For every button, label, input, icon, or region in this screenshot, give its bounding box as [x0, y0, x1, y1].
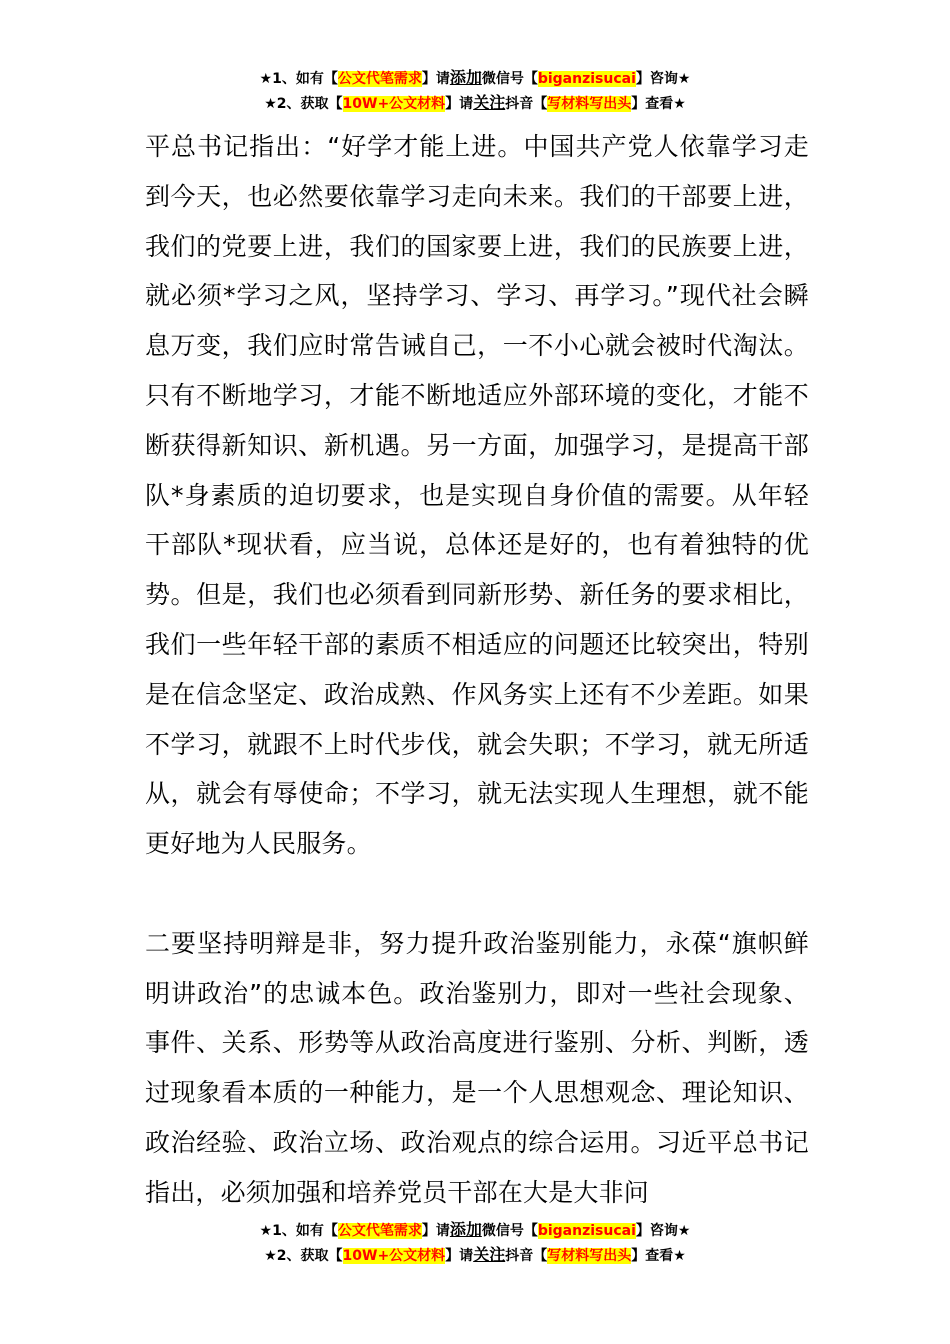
document-body	[145, 122, 809, 1218]
banner-text: 】请	[421, 1223, 450, 1239]
underlined-text: 关注	[473, 93, 506, 112]
highlight-douyin-id: 写材料写出头	[547, 1248, 632, 1264]
banner-text: 】咨询★	[635, 71, 691, 87]
banner-line-2	[0, 1243, 950, 1268]
banner-text: ★2、获取【	[264, 1248, 343, 1264]
highlight-service: 公文代笔需求	[337, 1223, 422, 1239]
paragraph-spacer	[145, 869, 809, 919]
underlined-text: 添加	[449, 68, 482, 87]
paragraph-1: 平总书记指出：“好学才能上进。中国共产党人依靠学习走到今天，也必然要依靠学习走向未来。我们的干部要上进，我们的党要上进，我们的国家要上进，我们的民族要上进，就必须*学习之风，坚持学习、学习、再学习。”现代社会瞬息万变，我们应时常告诫自己，一不小心就会被时代淘汰。只有不断地学习，才能不断地适应外部环境的变化，才能不断获得新知识、新机遇。另一方面，加强学习，是提高干部队*身素质的迫切要求，也是实现自身价值的需要。从年轻干部队*现状看，应当说，总体还是好的，也有着独特的优势。但是，我们也必须看到同新形势、新任务的要求相比，我们一些年轻干部的素质不相适应的问题还比较突出，特别是在信念坚定、政治成熟、作风务实上还有不少差距。如果不学习，就跟不上时代步伐，就会失职；不学习，就无所适从，就会有辱使命；不学习，就无法实现人生理想，就不能更好地为人民服务。	[145, 132, 809, 859]
underlined-text: 关注	[473, 1245, 506, 1264]
footer-banner	[0, 1218, 950, 1268]
header-banner	[0, 66, 950, 116]
banner-text: 抖音【	[505, 1248, 548, 1264]
highlight-materials: 10W+公文材料	[342, 1248, 446, 1264]
banner-text: ★2、获取【	[264, 96, 343, 112]
banner-text: 】请	[445, 96, 474, 112]
banner-text: 】请	[421, 71, 450, 87]
paragraph-2: 二要坚持明辩是非，努力提升政治鉴别能力，永葆“旗帜鲜明讲政治”的忠诚本色。政治鉴别力，即对一些社会现象、事件、关系、形势等从政治高度进行鉴别、分析、判断，透过现象看本质的一种能力，是一个人思想观念、理论知识、政治经验、政治立场、政治观点的综合运用。习近平总书记指出，必须加强和培养党员干部在大是大非问	[145, 928, 809, 1207]
highlight-wechat-id: biganzisucai	[537, 71, 636, 87]
banner-text: 微信号【	[481, 1223, 538, 1239]
banner-text: 】咨询★	[635, 1223, 691, 1239]
banner-text: 】查看★	[631, 96, 686, 112]
banner-text: ★1、如有【	[259, 1223, 338, 1239]
highlight-wechat-id: biganzisucai	[537, 1223, 636, 1239]
underlined-text: 添加	[449, 1220, 482, 1239]
banner-text: 】查看★	[631, 1248, 686, 1264]
banner-line-1	[0, 1218, 950, 1243]
highlight-service: 公文代笔需求	[337, 71, 422, 87]
banner-text: 抖音【	[505, 96, 548, 112]
highlight-materials: 10W+公文材料	[342, 96, 446, 112]
banner-line-2	[0, 91, 950, 116]
banner-text: ★1、如有【	[259, 71, 338, 87]
highlight-douyin-id: 写材料写出头	[547, 96, 632, 112]
banner-text: 】请	[445, 1248, 474, 1264]
banner-text: 微信号【	[481, 71, 538, 87]
banner-line-1	[0, 66, 950, 91]
